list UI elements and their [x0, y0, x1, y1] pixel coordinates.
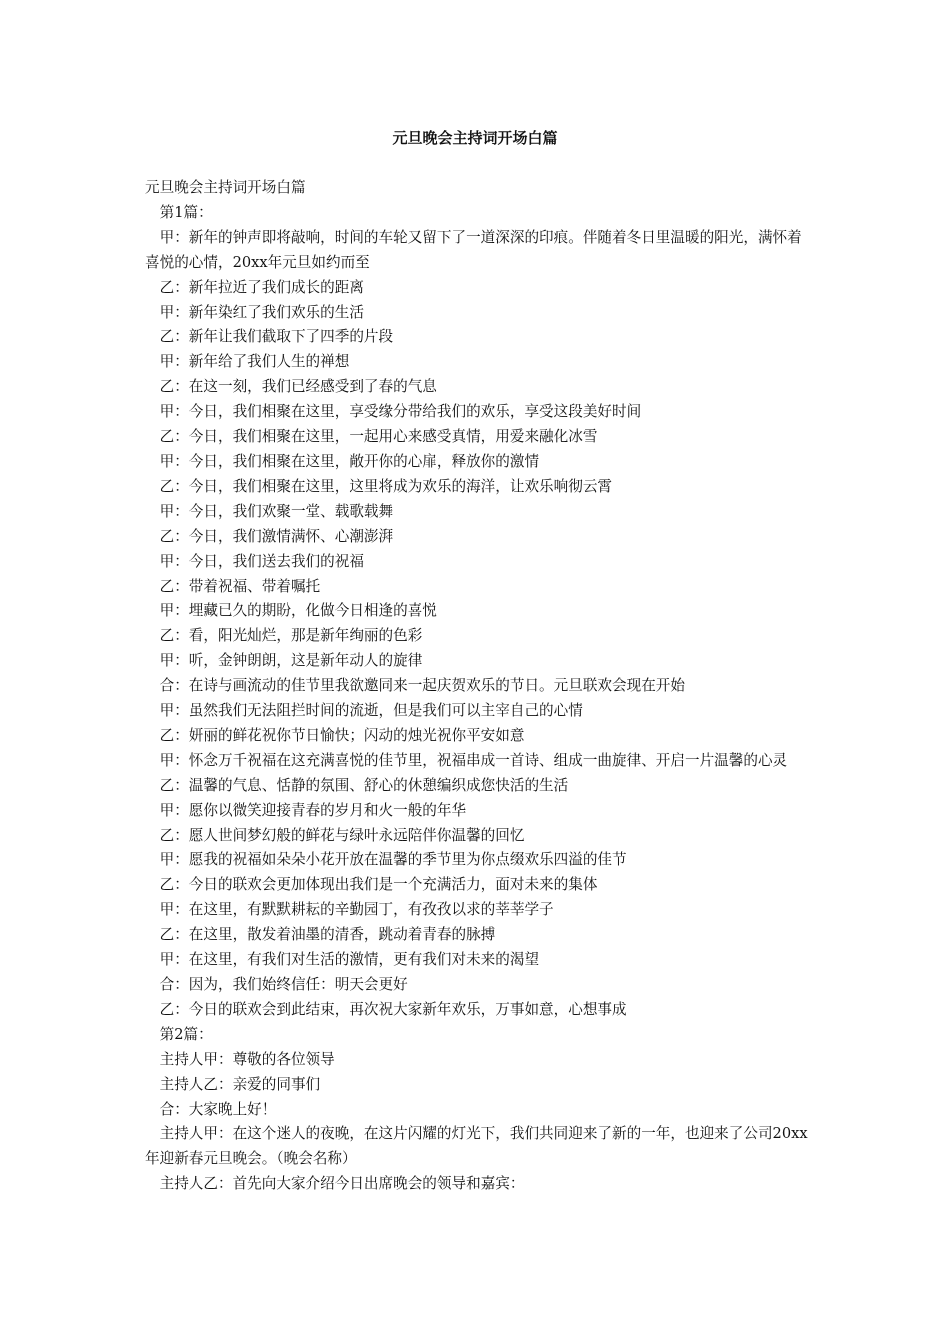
- paragraph: 甲：怀念万千祝福在这充满喜悦的佳节里，祝福串成一首诗、组成一曲旋律、开启一片温馨的心灵: [159, 751, 788, 769]
- paragraph: 主持人乙：亲爱的同事们: [159, 1075, 321, 1093]
- paragraph: 甲：听，金钟朗朗，这是新年动人的旋律: [159, 652, 423, 670]
- paragraph: 乙：愿人世间梦幻般的鲜花与绿叶永远陪伴你温馨的回忆: [159, 826, 525, 844]
- paragraph: 乙：在这里，散发着油墨的清香，跳动着青春的脉搏: [159, 926, 496, 944]
- paragraph: 乙：新年让我们截取下了四季的片段: [159, 328, 394, 346]
- paragraph: 元旦晚会主持词开场白篇: [145, 179, 306, 196]
- paragraph: 甲：新年的钟声即将敲响，时间的车轮又留下了一道深深的印痕。伴随着冬日里温暖的阳光，满怀着喜悦的心情，20xx年元旦如约而至: [145, 228, 802, 271]
- paragraph: 甲：虽然我们无法阻拦时间的流逝，但是我们可以主宰自己的心情: [159, 702, 583, 720]
- paragraph: 甲：愿你以微笑迎接青春的岁月和火一般的年华: [159, 801, 467, 819]
- paragraph: 甲：在这里，有我们对生活的激情，更有我们对未来的渴望: [159, 951, 540, 969]
- paragraph: 甲：今日，我们相聚在这里，享受缘分带给我们的欢乐，享受这段美好时间: [159, 403, 642, 421]
- paragraph: 合：因为，我们始终信任：明天会更好: [159, 976, 408, 993]
- document-body: [145, 176, 810, 1197]
- paragraph: 主持人乙：首先向大家介绍今日出席晚会的领导和嘉宾：: [159, 1175, 525, 1193]
- paragraph: 主持人甲：尊敬的各位领导: [159, 1050, 335, 1068]
- paragraph: 乙：新年拉近了我们成长的距离: [159, 278, 364, 296]
- paragraph: 乙：温馨的气息、恬静的氛围、舒心的休憩编织成您快活的生活: [159, 776, 569, 794]
- paragraph: 乙：在这一刻，我们已经感受到了春的气息: [159, 378, 437, 396]
- paragraph: 甲：新年染红了我们欢乐的生活: [159, 303, 364, 321]
- paragraph: 乙：看，阳光灿烂，那是新年绚丽的色彩: [159, 627, 423, 645]
- paragraph: 乙：今日，我们相聚在这里，一起用心来感受真情，用爱来融化冰雪: [159, 428, 598, 446]
- paragraph: 第2篇：: [159, 1025, 213, 1043]
- paragraph: 第1篇：: [159, 203, 213, 221]
- paragraph: 乙：今日，我们激情满怀、心潮澎湃: [159, 527, 394, 545]
- paragraph: 主持人甲：在这个迷人的夜晚，在这片闪耀的灯光下，我们共同迎来了新的一年，也迎来了公司20xx年迎新春元旦晚会。（晚会名称）: [145, 1125, 808, 1168]
- paragraph: 甲：新年给了我们人生的禅想: [159, 353, 350, 371]
- paragraph: 甲：今日，我们欢聚一堂、载歌载舞: [159, 502, 394, 520]
- paragraph: 甲：埋藏已久的期盼，化做今日相逢的喜悦: [159, 602, 437, 620]
- document-title: 元旦晚会主持词开场白篇: [392, 129, 558, 147]
- paragraph: 甲：今日，我们相聚在这里，敞开你的心扉，释放你的激情: [159, 452, 540, 470]
- paragraph: 合：在诗与画流动的佳节里我欲邀同来一起庆贺欢乐的节日。元旦联欢会现在开始: [159, 677, 685, 695]
- paragraph: 甲：今日，我们送去我们的祝福: [159, 552, 364, 570]
- paragraph: 乙：妍丽的鲜花祝你节日愉快；闪动的烛光祝你平安如意: [159, 726, 525, 744]
- paragraph: 乙：今日，我们相聚在这里，这里将成为欢乐的海洋，让欢乐响彻云霄: [159, 477, 613, 495]
- paragraph: 乙：今日的联欢会到此结束，再次祝大家新年欢乐，万事如意，心想事成: [159, 1000, 627, 1018]
- paragraph: 乙：今日的联欢会更加体现出我们是一个充满活力，面对未来的集体: [159, 876, 598, 894]
- paragraph: 甲：愿我的祝福如朵朵小花开放在温馨的季节里为你点缀欢乐四溢的佳节: [159, 851, 627, 869]
- paragraph: 乙：带着祝福、带着嘱托: [159, 577, 321, 595]
- paragraph: 甲：在这里，有默默耕耘的辛勤园丁，有孜孜以求的莘莘学子: [159, 901, 554, 919]
- paragraph: 合：大家晚上好！: [159, 1100, 277, 1118]
